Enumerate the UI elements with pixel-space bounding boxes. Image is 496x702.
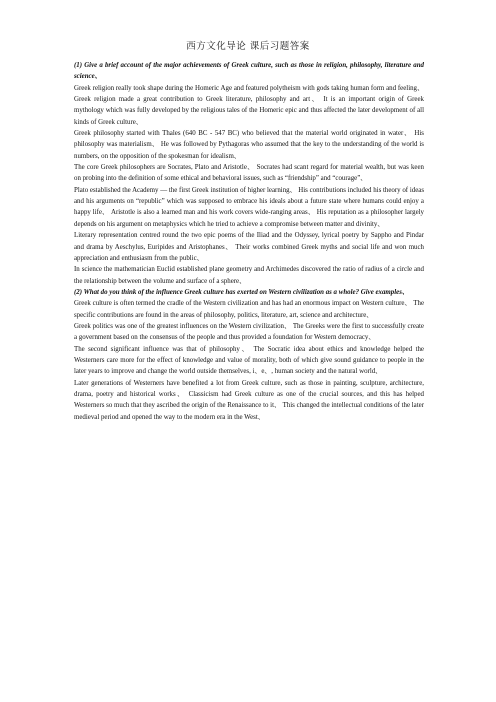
answer-paragraph: Plato established the Academy — the first Greek institution of higher learning、 His contributions included his theory of ideas and his arguments on “republic” which was supposed to embrace his ideals about a future state where humans could enjoy a happy life、 Aristotle is also a learned man and his work covers wide-ranging areas、 His reputation as a philosopher largely depends on his argument on metaphysics which he tried to achieve a compromise between matter and divinity、 [74, 186, 424, 228]
answer-paragraph: Greek politics was one of the greatest influences on the Western civilization、 The Greeks were the first to successfully create a government based on the consensus of the people and thus provided a foundation for Western democracy、 [74, 322, 424, 342]
question-paragraph: (2) What do you think of the influence Greek culture has exerted on Western civilization as a whole? Give examples、 [74, 288, 409, 296]
document-body [74, 60, 424, 423]
answer-paragraph: Greek culture is often termed the cradle of the Western civilization and has had an enormous impact on Western culture、 The specific contributions are found in the areas of philosophy, politics, literature, art, science and architecture、 [74, 300, 424, 319]
answer-paragraph: Greek religion really took shape during the Homeric Age and featured polytheism with gods taking human form and feeling、 Greek religion made a great contribution to Greek literature, philosophy and art、 It is an important origin of Greek mythology which was fully developed by the religious tales of the Homeric epic and thus affected the later development of all kinds of Greek culture、 [74, 84, 424, 126]
answer-paragraph: Later generations of Westerners have benefited a lot from Greek culture, such as those in painting, sculpture, architecture, drama, poetry and historical works、 Classicism had Greek culture as one of the crucial sources, and this has helped Westerners so much that they ascribed the origin of the Renaissance to it、 This changed the intellectual conditions of the later medieval period and opened the way to the modern era in the West、 [74, 379, 424, 421]
answer-paragraph: The second significant influence was that of philosophy、 The Socratic idea about ethics and knowledge helped the Westerners care more for the effect of knowledge and value of morality, both of which give sound guidance to people in the later years to improve and change the world outside themselves, i、e、, human society and the natural world、 [74, 345, 424, 376]
answer-paragraph: Greek philosophy started with Thales (640 BC - 547 BC) who believed that the material world originated in water、 His philosophy was materialism、 He was followed by Pythagoras who assumed that the key to the understanding of the world is numbers, on the opposition of the spokesman for idealism、 [74, 130, 424, 160]
page-header: 西方文化导论 课后习题答案 [186, 41, 310, 52]
question-paragraph: (1) Give a brief account of the major achievements of Greek culture, such as those in religion, philosophy, literature and science、 [74, 62, 424, 81]
answer-paragraph: In science the mathematician Euclid established plane geometry and Archimedes discovered the ratio of radius of a circle and the relationship between the volume and surface of a sphere、 [74, 266, 424, 285]
answer-paragraph: The core Greek philosophers are Socrates, Plato and Aristotle、 Socrates had scant regard for material wealth, but was keen on probing into the definition of some ethical and behavioral issues, such as “friendship” and “courage”、 [74, 164, 424, 183]
answer-paragraph: Literary representation centred round the two epic poems of the Iliad and the Odyssey, lyrical poetry by Sappho and Pindar and drama by Aeschylus, Euripides and Aristophanes、 Their works combined Greek myths and social life and won much appreciation and enthusiasm from the public、 [74, 232, 424, 262]
